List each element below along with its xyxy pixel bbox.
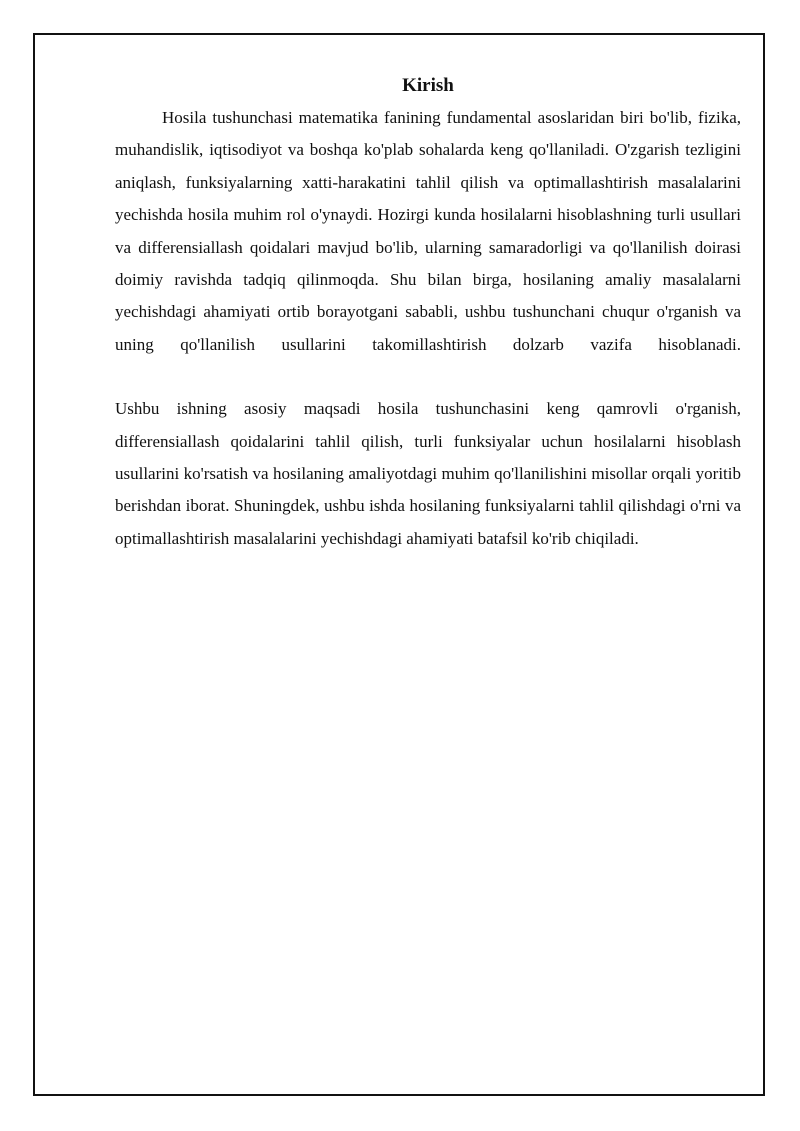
paragraph-spacer [115,361,741,393]
purpose-paragraph: Ushbu ishning asosiy maqsadi hosila tushunchasini keng qamrovli o'rganish, differensiallash qoidalarini tahlil qilish, turli funksiyalar uchun hosilalarni hisoblash usullarini ko'rsatish va hosilaning amaliyotdagi muhim qo'llanilishini misollar orqali yoritib berishdan iborat. Shuningdek, ushbu ishda hosilaning funksiyalarni tahlil qilishdagi o'rni va optimallashtirish masalalarini yechishdagi ahamiyati batafsil ko'rib chiqiladi. [115,399,741,548]
intro-paragraph: Hosila tushunchasi matematika fanining fundamental asoslaridan biri bo'lib, fizika, muhandislik, iqtisodiyot va boshqa ko'plab sohalarda keng qo'llaniladi. O'zgarish tezligini aniqlash, funksiyalarning xatti-harakatini tahlil qilish va optimallashtirish masalalarini yechishda hosila muhim rol o'ynaydi. Hozirgi kunda hosilalarni hisoblashning turli usullari va differensiallash qoidalari mavjud bo'lib, ularning samaradorligi va qo'llanilish doirasi doimiy ravishda tadqiq qilinmoqda. Shu bilan birga, hosilaning amaliy masalalarni yechishdagi ahamiyati ortib borayotgani sababli, ushbu tushunchani chuqur o'rganish va uning qo'llanilish usullarini takomillashtirish dolzarb vazifa hisoblanadi. [115,108,741,354]
document-body [115,72,741,555]
section-title: Kirish [402,75,454,96]
